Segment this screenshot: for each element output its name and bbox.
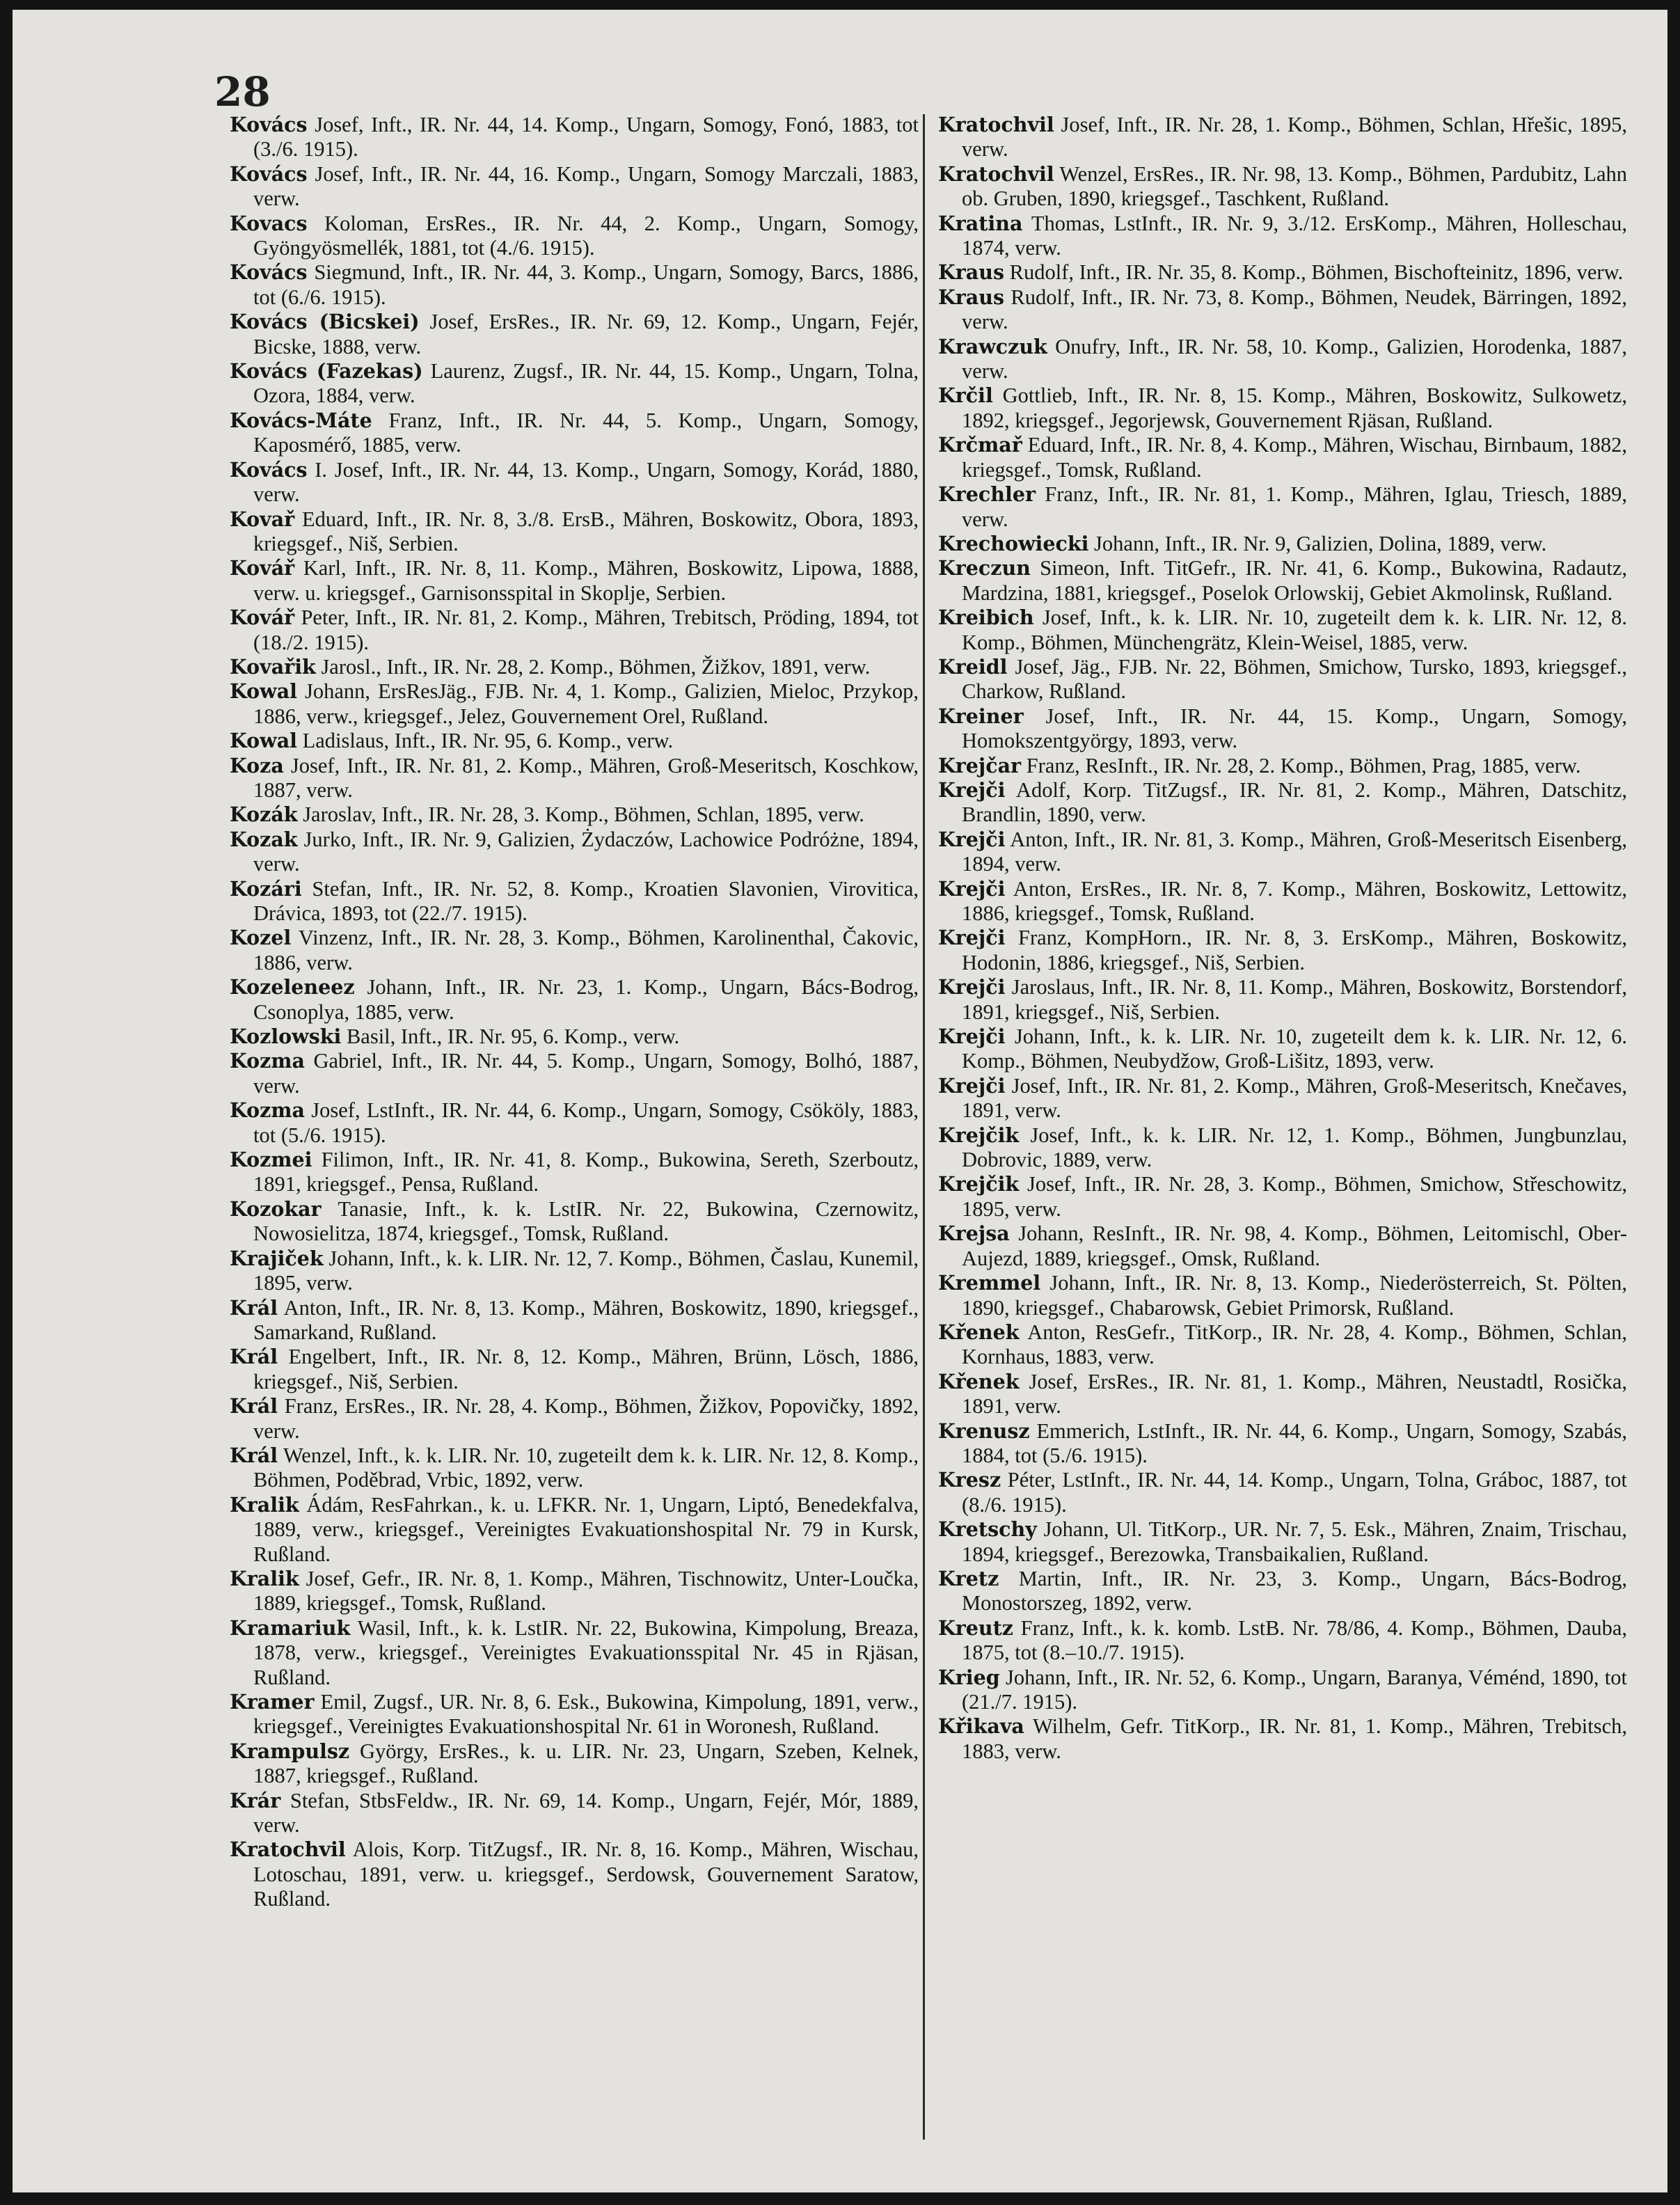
entry-details: Eduard, Inft., IR. Nr. 8, 4. Komp., Mähren, Wischau, Birnbaum, 1882, kriegsgef., Tomsk, Rußland. <box>962 433 1627 482</box>
list-entry <box>938 1714 1627 1764</box>
entry-surname: Král <box>230 1443 278 1467</box>
entry-surname: Kovács (Fazekas) <box>230 359 423 384</box>
entry-surname: Kozmei <box>230 1148 312 1172</box>
list-entry <box>938 1222 1627 1271</box>
list-entry <box>230 803 919 827</box>
entry-details: Onufry, Inft., IR. Nr. 58, 10. Komp., Galizien, Horodenka, 1887, verw. <box>962 334 1627 384</box>
entry-details: Ádám, ResFahrkan., k. u. LFKR. Nr. 1, Ungarn, Liptó, Benedekfalva, 1889, verw., kriegsgef., Vereinigtes Evakuationshospital Nr. 79 in Kursk, Rußland. <box>253 1492 919 1566</box>
entry-surname: Krejči <box>938 975 1006 999</box>
entry-surname: Kovář <box>230 606 295 630</box>
list-entry <box>938 285 1627 335</box>
list-entry <box>938 1271 1627 1320</box>
entry-surname: Král <box>230 1394 278 1418</box>
entry-surname: Kratochvil <box>230 1838 346 1862</box>
list-entry <box>230 260 919 310</box>
entry-surname: Krawczuk <box>938 334 1047 358</box>
entry-surname: Kramer <box>230 1690 315 1714</box>
list-entry <box>938 335 1627 384</box>
entry-surname: Křikava <box>938 1714 1024 1739</box>
entry-details: Johann, Inft., k. k. LIR. Nr. 12, 7. Komp., Böhmen, Časlau, Kunemil, 1895, verw. <box>253 1246 919 1295</box>
entry-details: Josef, Inft., k. k. LIR. Nr. 10, zugeteilt dem k. k. LIR. Nr. 12, 8. Komp., Böhmen, Münchengrätz, Klein-Weisel, 1885, verw. <box>962 606 1627 654</box>
list-entry <box>230 1493 919 1567</box>
entry-details: Filimon, Inft., IR. Nr. 41, 8. Komp., Bukowina, Sereth, Szerboutz, 1891, kriegsgef., Pensa, Rußland. <box>253 1148 919 1196</box>
entry-details: Josef, Gefr., IR. Nr. 8, 1. Komp., Mähren, Tischnowitz, Unter-Loučka, 1889, kriegsgef., Tomsk, Rußland. <box>253 1566 919 1615</box>
list-entry <box>938 1666 1627 1715</box>
list-entry <box>938 1320 1627 1370</box>
list-entry <box>230 1197 919 1247</box>
list-entry <box>230 1739 919 1789</box>
entry-details: Josef, Inft., IR. Nr. 81, 2. Komp., Mähren, Groß-Meseritsch, Koschkow, 1887, verw. <box>253 753 919 802</box>
entry-surname: Kovacs <box>230 211 308 235</box>
list-entry <box>230 655 919 679</box>
entry-details: Johann, ErsResJäg., FJB. Nr. 4, 1. Komp., Galizien, Mieloc, Przykop, 1886, verw., kriegsgef., Jelez, Gouvernement Orel, Rußland. <box>253 679 919 728</box>
entry-surname: Kreczun <box>938 556 1031 580</box>
entry-surname: Krieg <box>938 1665 1000 1689</box>
entry-details: Franz, KompHorn., IR. Nr. 8, 3. ErsKomp., Mähren, Boskowitz, Hodonin, 1886, kriegsgef., Niš, Serbien. <box>962 926 1627 974</box>
list-entry <box>938 482 1627 532</box>
list-entry <box>938 1517 1627 1567</box>
entry-details: Emil, Zugsf., UR. Nr. 8, 6. Esk., Bukowina, Kimpolung, 1891, verw., kriegsgef., Vereinigtes Evakuationshospital Nr. 61 in Woronesh, Rußland. <box>253 1690 919 1739</box>
entry-surname: Kozak <box>230 827 298 851</box>
entry-details: Franz, ErsRes., IR. Nr. 28, 4. Komp., Böhmen, Žižkov, Popovičky, 1892, verw. <box>253 1394 919 1443</box>
entry-details: Laurenz, Zugsf., IR. Nr. 44, 15. Komp., Ungarn, Tolna, Ozora, 1884, verw. <box>253 359 919 408</box>
entry-details: Simeon, Inft. TitGefr., IR. Nr. 41, 6. Komp., Bukowina, Radautz, Mardzina, 1881, kriegsgef., Poselok Orlowskij, Gebiet Akmolinsk, Rußland. <box>962 556 1627 605</box>
entry-details: Jarosl., Inft., IR. Nr. 28, 2. Komp., Böhmen, Žižkov, 1891, verw. <box>315 654 871 679</box>
entry-surname: Kovács <box>230 113 308 136</box>
list-entry <box>230 877 919 926</box>
entry-surname: Kovács-Máte <box>230 408 372 432</box>
entry-details: Gottlieb, Inft., IR. Nr. 8, 15. Komp., Mähren, Boskowitz, Sulkowetz, 1892, kriegsgef., Jegorjewsk, Gouvernement Rjäsan, Rußland. <box>962 384 1627 432</box>
entry-surname: Kretschy <box>938 1517 1037 1542</box>
entry-surname: Kraus <box>938 285 1005 309</box>
entry-details: Peter, Inft., IR. Nr. 81, 2. Komp., Mähren, Trebitsch, Pröding, 1894, tot (18./2. 1915). <box>253 606 919 654</box>
entry-details: Josef, Inft., k. k. LIR. Nr. 12, 1. Komp., Böhmen, Jungbunzlau, Dobrovic, 1889, verw. <box>962 1123 1627 1172</box>
list-entry <box>230 507 919 557</box>
list-entry <box>230 310 919 359</box>
entry-details: Franz, Inft., k. k. komb. LstB. Nr. 78/86, 4. Komp., Böhmen, Dauba, 1875, tot (8.–10./7. 1915). <box>962 1615 1627 1665</box>
entry-details: Johann, Inft., k. k. LIR. Nr. 10, zugeteilt dem k. k. LIR. Nr. 12, 6. Komp., Böhmen, Neubydžow, Groß-Lišitz, 1893, verw. <box>962 1025 1627 1073</box>
entry-details: Anton, ErsRes., IR. Nr. 8, 7. Komp., Mähren, Boskowitz, Lettowitz, 1886, kriegsgef., Tomsk, Rußland. <box>962 876 1627 925</box>
entry-details: Johann, Inft., IR. Nr. 52, 6. Komp., Ungarn, Baranya, Véménd, 1890, tot (21./7. 1915). <box>962 1665 1627 1714</box>
entry-surname: Kovař <box>230 507 295 531</box>
entry-details: Josef, LstInft., IR. Nr. 44, 6. Komp., Ungarn, Somogy, Csököly, 1883, tot (5./6. 1915). <box>253 1098 919 1147</box>
entry-details: Koloman, ErsRes., IR. Nr. 44, 2. Komp., Ungarn, Somogy, Gyöngyösmellék, 1881, tot (4./6. 1915). <box>253 211 919 260</box>
list-entry <box>938 1567 1627 1616</box>
list-entry <box>230 458 919 507</box>
entry-details: Karl, Inft., IR. Nr. 8, 11. Komp., Mähren, Boskowitz, Lipowa, 1888, verw. u. kriegsgef., Garnisonsspital in Skoplje, Serbien. <box>253 556 919 605</box>
list-entry <box>938 433 1627 482</box>
entry-surname: Kovács <box>230 260 308 285</box>
list-entry <box>938 1123 1627 1173</box>
list-entry <box>938 1370 1627 1419</box>
entry-surname: Krčil <box>938 384 993 408</box>
entry-surname: Kovařik <box>230 654 316 679</box>
list-entry <box>938 606 1627 655</box>
list-entry <box>230 113 919 162</box>
entry-surname: Křenek <box>938 1369 1020 1393</box>
entry-details: György, ErsRes., k. u. LIR. Nr. 23, Ungarn, Szeben, Kelnek, 1887, kriegsgef., Rußland. <box>253 1739 919 1788</box>
entry-surname: Kovács <box>230 161 308 186</box>
list-entry <box>938 162 1627 212</box>
list-entry <box>938 1025 1627 1074</box>
list-entry <box>938 212 1627 261</box>
entry-surname: Kramariuk <box>230 1615 351 1640</box>
list-entry <box>230 1789 919 1838</box>
entry-details: Johann, Inft., IR. Nr. 9, Galizien, Dolina, 1889, verw. <box>1088 531 1547 555</box>
list-entry <box>230 1345 919 1394</box>
list-entry <box>230 556 919 606</box>
page <box>13 10 1667 2192</box>
list-entry <box>230 212 919 261</box>
entry-surname: Krčmař <box>938 433 1022 457</box>
entry-surname: Kreidl <box>938 654 1008 679</box>
entry-details: Franz, ResInft., IR. Nr. 28, 2. Komp., Böhmen, Prag, 1885, verw. <box>1021 753 1581 777</box>
list-entry <box>938 754 1627 778</box>
entry-details: Josef, Inft., IR. Nr. 44, 14. Komp., Ungarn, Somogy, Fonó, 1883, tot (3./6. 1915). <box>253 113 919 161</box>
entry-details: Rudolf, Inft., IR. Nr. 35, 8. Komp., Böhmen, Bischofteinitz, 1896, verw. <box>1004 260 1624 285</box>
entry-surname: Krejči <box>938 926 1006 950</box>
entry-surname: Kratina <box>938 211 1023 235</box>
list-entry <box>938 655 1627 704</box>
entry-surname: Krechler <box>938 482 1036 507</box>
entry-details: Anton, ResGefr., TitKorp., IR. Nr. 28, 4. Komp., Böhmen, Schlan, Kornhaus, 1883, verw. <box>962 1320 1627 1369</box>
entry-details: Tanasie, Inft., k. k. LstIR. Nr. 22, Bukowina, Czernowitz, Nowosielitza, 1874, kriegsgef., Tomsk, Rußland. <box>253 1196 919 1246</box>
entry-details: Stefan, StbsFeldw., IR. Nr. 69, 14. Komp., Ungarn, Fejér, Mór, 1889, verw. <box>253 1788 919 1838</box>
entry-details: Péter, LstInft., IR. Nr. 44, 14. Komp., Ungarn, Tolna, Gráboc, 1887, tot (8./6. 1915). <box>962 1468 1627 1517</box>
entry-details: Josef, Inft., IR. Nr. 44, 15. Komp., Ungarn, Somogy, Homokszentgyörgy, 1893, verw. <box>962 704 1627 753</box>
entry-details: Basil, Inft., IR. Nr. 95, 6. Komp., verw. <box>341 1025 680 1049</box>
entry-surname: Krejči <box>938 876 1006 901</box>
entry-surname: Krejčik <box>938 1123 1020 1147</box>
entry-surname: Kratochvil <box>938 113 1054 136</box>
list-entry <box>230 1025 919 1049</box>
list-entry <box>230 162 919 212</box>
list-entry <box>230 359 919 409</box>
entry-details: Emmerich, LstInft., IR. Nr. 44, 6. Komp., Ungarn, Somogy, Szabás, 1884, tot (5./6. 1915). <box>962 1418 1627 1467</box>
entry-surname: Kozári <box>230 876 302 901</box>
entry-surname: Kovács (Bicskei) <box>230 310 420 334</box>
list-entry <box>938 1616 1627 1666</box>
entry-details: Engelbert, Inft., IR. Nr. 8, 12. Komp., Mähren, Brünn, Lösch, 1886, kriegsgef., Niš, Serbien. <box>253 1345 919 1393</box>
entry-details: Franz, Inft., IR. Nr. 81, 1. Komp., Mähren, Iglau, Triesch, 1889, verw. <box>962 482 1627 531</box>
list-entry <box>938 384 1627 433</box>
list-entry <box>938 704 1627 754</box>
list-entry <box>230 1838 919 1911</box>
entry-details: Anton, Inft., IR. Nr. 8, 13. Komp., Mähren, Boskowitz, 1890, kriegsgef., Samarkand, Rußland. <box>253 1295 919 1344</box>
entry-details: Alois, Korp. TitZugsf., IR. Nr. 8, 16. Komp., Mähren, Wischau, Lotoschau, 1891, verw. u. kriegsgef., Serdowsk, Gouvernement Saratow, Rußland. <box>253 1838 919 1911</box>
list-entry <box>230 1616 919 1690</box>
list-entry <box>938 778 1627 828</box>
entry-details: Josef, ErsRes., IR. Nr. 69, 12. Komp., Ungarn, Fejér, Bicske, 1888, verw. <box>253 310 919 358</box>
entry-surname: Krajiček <box>230 1246 324 1270</box>
entry-surname: Kozák <box>230 803 298 827</box>
entry-details: Johann, Inft., IR. Nr. 23, 1. Komp., Ungarn, Bács-Bodrog, Csonoplya, 1885, verw. <box>253 975 919 1024</box>
entry-surname: Kozlowski <box>230 1025 342 1049</box>
list-entry <box>938 532 1627 556</box>
entry-surname: Kretz <box>938 1566 999 1590</box>
entry-details: Gabriel, Inft., IR. Nr. 44, 5. Komp., Ungarn, Somogy, Bolhó, 1887, verw. <box>253 1049 919 1098</box>
entry-details: Josef, ErsRes., IR. Nr. 81, 1. Komp., Mähren, Neustadtl, Rosička, 1891, verw. <box>962 1369 1627 1418</box>
entry-details: Johann, Inft., IR. Nr. 8, 13. Komp., Niederösterreich, St. Pölten, 1890, kriegsgef., Chabarowsk, Gebiet Primorsk, Rußland. <box>962 1271 1627 1320</box>
page-number: 28 <box>214 68 271 116</box>
entry-details: Wilhelm, Gefr. TitKorp., IR. Nr. 81, 1. Komp., Mähren, Trebitsch, 1883, verw. <box>962 1714 1627 1763</box>
entry-surname: Kreiner <box>938 704 1024 728</box>
list-entry <box>230 729 919 753</box>
entry-surname: Kozeleneez <box>230 975 355 999</box>
list-entry <box>938 877 1627 926</box>
entry-details: Josef, Inft., IR. Nr. 81, 2. Komp., Mähren, Groß-Meseritsch, Knečaves, 1891, verw. <box>962 1073 1627 1123</box>
entry-surname: Krejčik <box>938 1172 1020 1196</box>
entry-surname: Kraus <box>938 260 1005 285</box>
entry-details: Martin, Inft., IR. Nr. 23, 3. Komp., Ungarn, Bács-Bodrog, Monostorszeg, 1892, verw. <box>962 1566 1627 1615</box>
list-entry <box>230 926 919 975</box>
entry-surname: Krejči <box>938 827 1006 851</box>
list-entry <box>938 260 1627 285</box>
entry-surname: Kralik <box>230 1492 299 1517</box>
entry-surname: Krejči <box>938 1025 1006 1049</box>
entry-details: Franz, Inft., IR. Nr. 44, 5. Komp., Ungarn, Somogy, Kaposmérő, 1885, verw. <box>253 408 919 457</box>
entry-surname: Kozel <box>230 926 292 950</box>
list-entry <box>938 975 1627 1025</box>
entry-surname: Krejči <box>938 1073 1006 1098</box>
entry-surname: Krejči <box>938 777 1006 802</box>
list-entry <box>230 975 919 1025</box>
list-entry <box>230 1690 919 1739</box>
entry-details: Siegmund, Inft., IR. Nr. 44, 3. Komp., Ungarn, Somogy, Barcs, 1886, tot (6./6. 1915). <box>253 260 919 309</box>
entry-details: Stefan, Inft., IR. Nr. 52, 8. Komp., Kroatien Slavonien, Virovitica, Drávica, 1893, tot (22./7. 1915). <box>253 876 919 925</box>
list-entry <box>230 1567 919 1616</box>
entry-details: Josef, Inft., IR. Nr. 44, 16. Komp., Ungarn, Somogy Marczali, 1883, verw. <box>253 161 919 211</box>
entry-surname: Král <box>230 1295 278 1320</box>
entry-details: Josef, Inft., IR. Nr. 28, 1. Komp., Böhmen, Schlan, Hřešic, 1895, verw. <box>962 113 1627 161</box>
entry-surname: Kresz <box>938 1468 1001 1492</box>
entry-surname: Kreibich <box>938 606 1034 630</box>
entry-details: Thomas, LstInft., IR. Nr. 9, 3./12. ErsKomp., Mähren, Holleschau, 1874, verw. <box>962 211 1627 260</box>
entry-details: Rudolf, Inft., IR. Nr. 73, 8. Komp., Böhmen, Neudek, Bärringen, 1892, verw. <box>962 285 1627 334</box>
entry-details: Anton, Inft., IR. Nr. 81, 3. Komp., Mähren, Groß-Meseritsch Eisenberg, 1894, verw. <box>962 827 1627 876</box>
right-column <box>938 113 1627 1764</box>
entry-details: I. Josef, Inft., IR. Nr. 44, 13. Komp., Ungarn, Somogy, Korád, 1880, verw. <box>253 457 919 507</box>
entry-details: Eduard, Inft., IR. Nr. 8, 3./8. ErsB., Mähren, Boskowitz, Obora, 1893, kriegsgef., Niš, Serbien. <box>253 507 919 555</box>
entry-surname: Kratochvil <box>938 161 1054 186</box>
list-entry <box>230 409 919 458</box>
entry-details: Josef, Inft., IR. Nr. 28, 3. Komp., Böhmen, Smichow, Střeschowitz, 1895, verw. <box>962 1172 1627 1221</box>
entry-details: Wenzel, ErsRes., IR. Nr. 98, 13. Komp., Böhmen, Pardubitz, Lahn ob. Gruben, 1890, kriegsgef., Taschkent, Rußland. <box>962 161 1627 211</box>
entry-surname: Krejsa <box>938 1222 1010 1246</box>
column-divider <box>923 114 925 2140</box>
list-entry <box>230 1296 919 1345</box>
entry-surname: Krejčar <box>938 753 1022 777</box>
entry-details: Jaroslaus, Inft., IR. Nr. 8, 11. Komp., Mähren, Boskowitz, Borstendorf, 1891, kriegsgef., Niš, Serbien. <box>962 975 1627 1024</box>
list-entry <box>938 828 1627 877</box>
list-entry <box>230 679 919 729</box>
entry-surname: Kozma <box>230 1098 305 1123</box>
entry-surname: Kovář <box>230 556 295 580</box>
list-entry <box>230 606 919 655</box>
entry-details: Adolf, Korp. TitZugsf., IR. Nr. 81, 2. Komp., Mähren, Datschitz, Brandlin, 1890, verw. <box>962 777 1627 827</box>
entry-surname: Krechowiecki <box>938 531 1089 555</box>
entry-surname: Kralik <box>230 1566 299 1590</box>
list-entry <box>230 828 919 877</box>
list-entry <box>230 1394 919 1444</box>
entry-surname: Křenek <box>938 1320 1020 1344</box>
list-entry <box>230 1098 919 1148</box>
list-entry <box>230 1444 919 1493</box>
list-entry <box>230 754 919 803</box>
entry-details: Ladislaus, Inft., IR. Nr. 95, 6. Komp., verw. <box>296 729 674 753</box>
list-entry <box>938 926 1627 975</box>
entry-surname: Kowal <box>230 729 297 753</box>
list-entry <box>938 1419 1627 1469</box>
list-entry <box>938 113 1627 162</box>
entry-surname: Krampulsz <box>230 1739 350 1763</box>
list-entry <box>230 1247 919 1296</box>
entry-surname: Krenusz <box>938 1418 1030 1443</box>
entry-surname: Krár <box>230 1788 281 1812</box>
entry-details: Jurko, Inft., IR. Nr. 9, Galizien, Żydaczów, Lachowice Podróżne, 1894, verw. <box>253 827 919 876</box>
list-entry <box>938 556 1627 606</box>
entry-surname: Koza <box>230 753 284 777</box>
entry-details: Johann, ResInft., IR. Nr. 98, 4. Komp., Böhmen, Leitomischl, Ober-Aujezd, 1889, kriegsgef., Omsk, Rußland. <box>962 1222 1627 1270</box>
entry-details: Jaroslav, Inft., IR. Nr. 28, 3. Komp., Böhmen, Schlan, 1895, verw. <box>297 803 864 827</box>
left-column <box>230 113 919 1912</box>
list-entry <box>230 1049 919 1098</box>
list-entry <box>230 1148 919 1197</box>
entry-surname: Kozokar <box>230 1196 322 1221</box>
list-entry <box>938 1172 1627 1222</box>
entry-surname: Kreutz <box>938 1615 1013 1640</box>
entry-surname: Kowal <box>230 679 297 704</box>
entry-details: Wasil, Inft., k. k. LstIR. Nr. 22, Bukowina, Kimpolung, Breaza, 1878, verw., kriegsgef., Vereinigtes Evakuationsspital Nr. 45 in Rjäsan, Rußland. <box>253 1615 919 1689</box>
list-entry <box>938 1468 1627 1517</box>
entry-surname: Král <box>230 1345 278 1369</box>
entry-surname: Kozma <box>230 1049 305 1073</box>
entry-details: Vinzenz, Inft., IR. Nr. 28, 3. Komp., Böhmen, Karolinenthal, Čakovic, 1886, verw. <box>253 926 919 974</box>
entry-surname: Kremmel <box>938 1271 1041 1295</box>
entry-details: Josef, Jäg., FJB. Nr. 22, Böhmen, Smichow, Tursko, 1893, kriegsgef., Charkow, Rußland. <box>962 654 1627 704</box>
entry-details: Johann, Ul. TitKorp., UR. Nr. 7, 5. Esk., Mähren, Znaim, Trischau, 1894, kriegsgef., Berezowka, Transbaikalien, Rußland. <box>962 1517 1627 1566</box>
entry-details: Wenzel, Inft., k. k. LIR. Nr. 10, zugeteilt dem k. k. LIR. Nr. 12, 8. Komp., Böhmen, Poděbrad, Vrbic, 1892, verw. <box>253 1443 919 1492</box>
entry-surname: Kovács <box>230 457 308 482</box>
list-entry <box>938 1074 1627 1123</box>
